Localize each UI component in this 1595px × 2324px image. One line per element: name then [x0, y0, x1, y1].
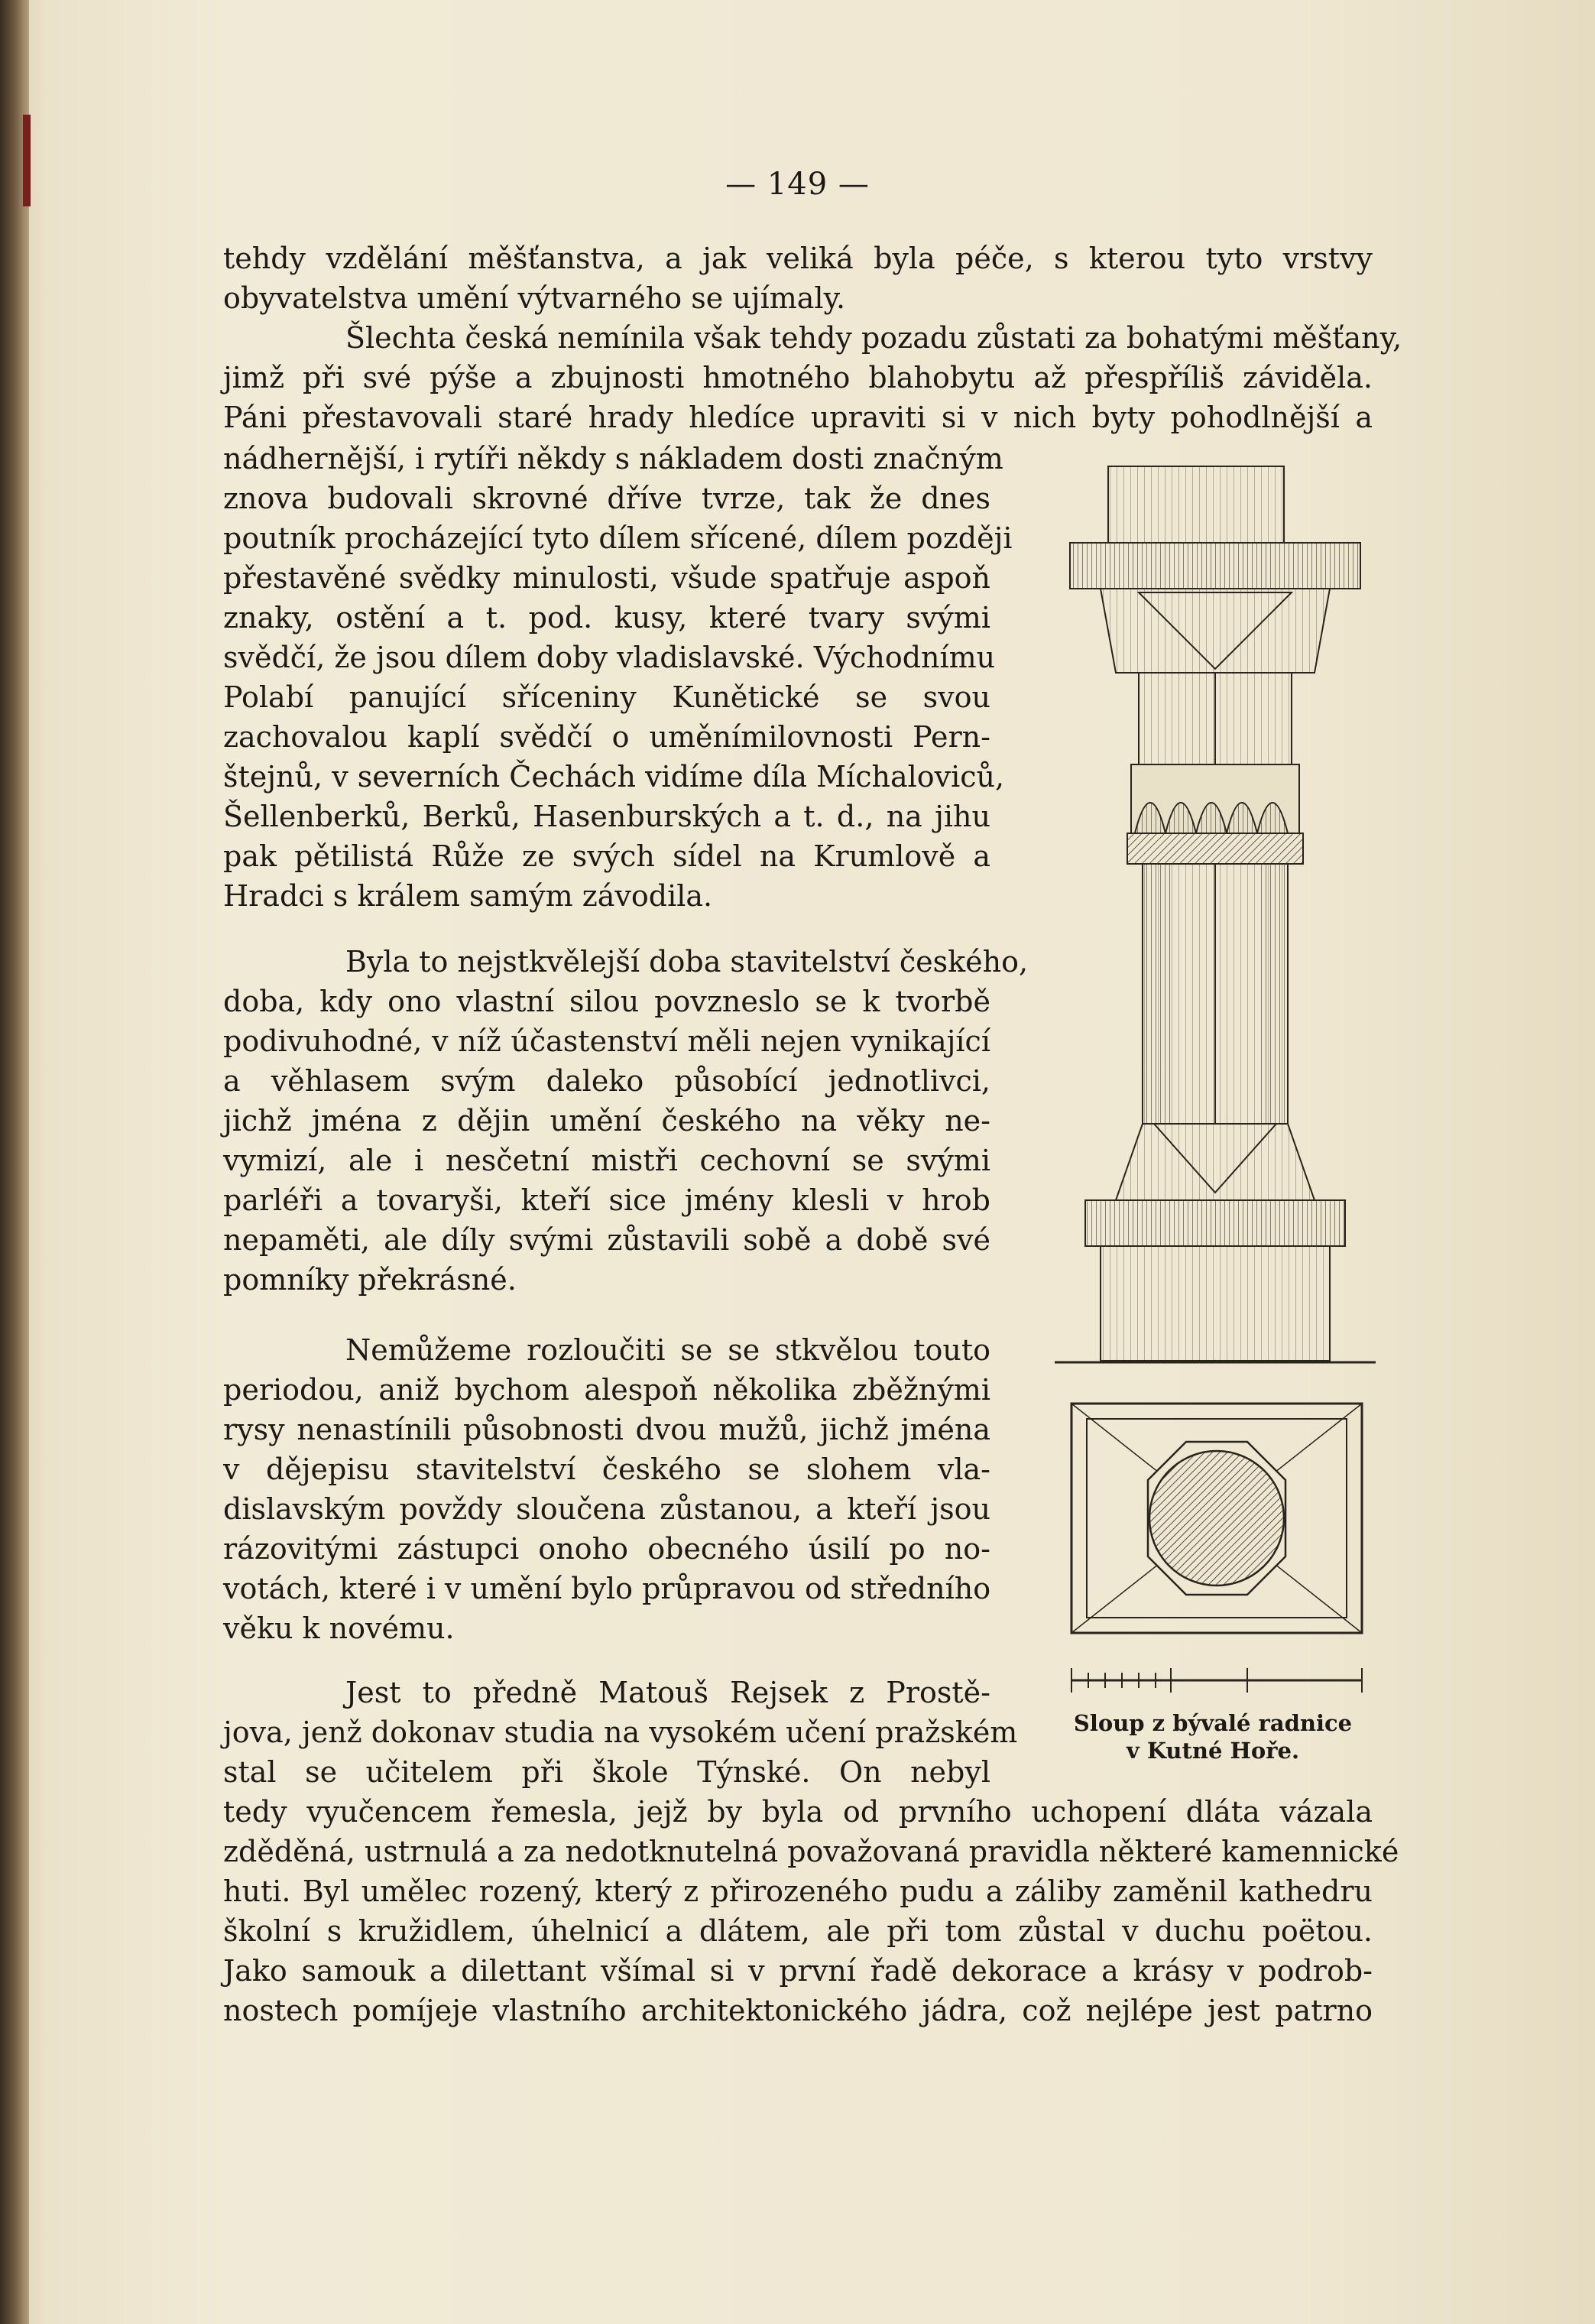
text-line: votách, které i v umění bylo průpravou od středního	[223, 1572, 991, 1605]
text-line: znova budovali skrovné dříve tvrze, tak že dnes	[223, 482, 990, 515]
text-line: v dějepisu stavitelství českého se slohem vla-	[223, 1452, 990, 1486]
text-line: Byla to nejstkvělejší doba stavitelství českého,	[345, 945, 1029, 979]
plan-shaft-section	[1149, 1451, 1284, 1586]
text-line: nostech pomíjeje vlastního architektonického jádra, což nejlépe jest patrno	[223, 1994, 1373, 2027]
column-capital-slab	[1070, 543, 1360, 589]
text-line: nepaměti, ale díly svými zůstavili sobě a době své	[223, 1223, 990, 1257]
column-plinth	[1101, 1246, 1330, 1361]
column-illustration	[1055, 451, 1376, 1399]
text-line: poutník procházející tyto dílem sřícené, dílem později	[223, 521, 1013, 555]
text-line: Polabí panující sříceniny Kunětické se svou	[223, 680, 990, 714]
text-line: pak pětilistá Růže ze svých sídel na Krumlově a	[223, 839, 990, 873]
text-line: a věhlasem svým daleko působící jednotlivci,	[223, 1064, 990, 1098]
text-line: přestavěné svědky minulosti, všude spatřuje aspoň	[223, 561, 990, 595]
text-line: pomníky překrásné.	[223, 1263, 517, 1297]
text-line: tedy vyučencem řemesla, jejž by byla od prvního uchopení dláta vázala	[223, 1795, 1373, 1829]
text-line: svědčí, že jsou dílem doby vladislavské. Východnímu	[223, 641, 996, 674]
text-line: podivuhodné, v níž účastenství měli nejen vynikající	[223, 1024, 990, 1058]
text-line: Šlechta česká nemínila však tehdy pozadu zůstati za bohatými měšťany,	[345, 321, 1402, 355]
text-line: doba, kdy ono vlastní silou povzneslo se k tvorbě	[223, 985, 990, 1018]
book-spine-edge	[0, 0, 29, 2324]
column-cross-section	[1064, 1396, 1370, 1702]
text-line: Jako samouk a dilettant všímal si v první řadě dekorace a krásy v podrob-	[223, 1954, 1373, 1988]
text-line: jova, jenž dokonav studia na vysokém učení pražském	[223, 1715, 1018, 1749]
text-line: huti. Byl umělec rozený, který z přirozeného pudu a záliby zaměnil kathedru	[223, 1874, 1373, 1908]
caption-line-2: v Kutné Hoře.	[1126, 1738, 1300, 1764]
column-engraving	[1055, 451, 1376, 1399]
text-line: štejnů, v severních Čechách vidíme díla Míchaloviců,	[223, 760, 1005, 794]
column-top-block	[1108, 466, 1284, 543]
text-line: periodou, aniž bychom alespoň několika zběžnými	[223, 1373, 990, 1407]
text-line: dislavským povždy sloučena zůstanou, a kteří jsou	[223, 1492, 990, 1526]
text-line: zděděná, ustrnulá a za nedotknutelná považovaná pravidla některé kamennické	[223, 1835, 1399, 1868]
text-line: jichž jména z dějin umění českého na věky ne-	[223, 1104, 990, 1138]
text-line: Hradci s králem samým závodila.	[223, 879, 713, 913]
text-line: tehdy vzdělání měšťanstva, a jak veliká byla péče, s kterou tyto vrstvy	[223, 242, 1373, 275]
column-plan-diagram	[1064, 1396, 1370, 1702]
text-line: znaky, ostění a t. pod. kusy, které tvary svými	[223, 601, 990, 635]
text-line: Jest to předně Matouš Rejsek z Prostě-	[345, 1676, 990, 1709]
text-line: Nemůžeme rozloučiti se se stkvělou touto	[345, 1333, 990, 1367]
text-line: zachovalou kaplí svědčí o uměnímilovnosti Pern-	[223, 720, 990, 754]
caption-line-1: Sloup z bývalé radnice	[1073, 1710, 1353, 1736]
text-line: Šellenberků, Berků, Hasenburských a t. d., na jihu	[223, 800, 990, 833]
column-capital	[1101, 589, 1330, 673]
text-line: Páni přestavovali staré hrady hledíce upraviti si v nich byty pohodlnější a	[223, 401, 1373, 434]
text-line: rysy nenastínili působnosti dvou mužů, jichž jména	[223, 1413, 990, 1446]
text-line: obyvatelstva umění výtvarného se ujímaly.	[223, 281, 846, 315]
figure-caption	[1033, 1709, 1392, 1764]
text-line: jimž při své pýše a zbujnosti hmotného blahobytu až přespříliš závidělа.	[223, 361, 1373, 394]
text-line: parléři a tovaryši, kteří sice jmény klesli v hrob	[223, 1183, 990, 1217]
text-line: věku k novému.	[223, 1612, 455, 1645]
text-line: rázovitými zástupci onoho obecného úsilí po no-	[223, 1532, 990, 1566]
text-line: vymizí, ale i nesčetní mistři cechovní se svými	[223, 1144, 990, 1177]
text-line: stal se učitelem při škole Týnské. On nebyl	[223, 1755, 990, 1789]
column-foliage-ring	[1127, 833, 1303, 864]
page-number: — 149 —	[725, 167, 870, 202]
text-line: školní s kružidlem, úhelnicí a dlátem, ale při tom zůstal v duchu poëtou.	[223, 1914, 1373, 1948]
column-plinth-top	[1085, 1200, 1345, 1246]
text-line: nádhernější, i rytíři někdy s nákladem dosti značným	[223, 442, 1003, 476]
column-base-transition	[1116, 1124, 1315, 1200]
